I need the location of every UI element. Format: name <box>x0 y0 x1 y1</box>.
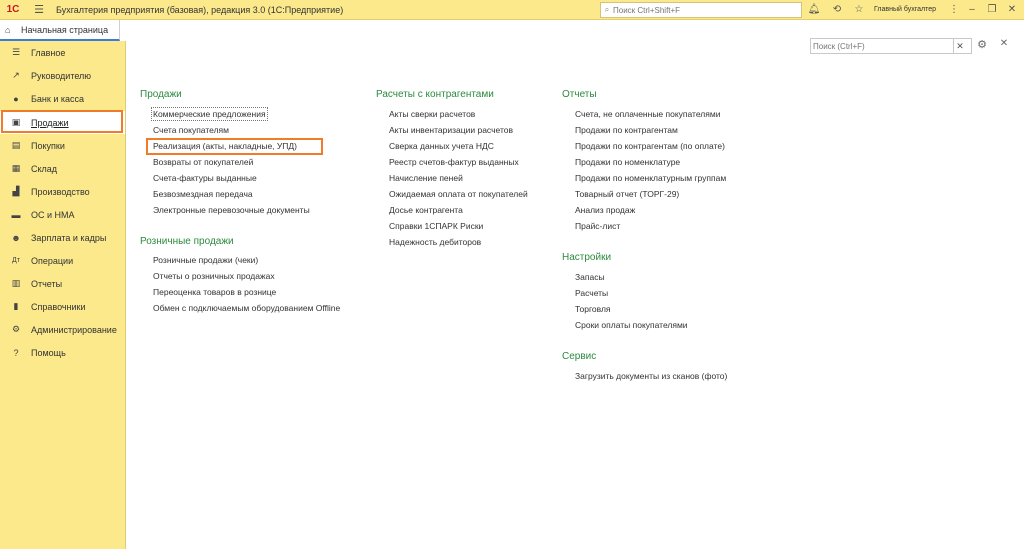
sidebar-item-purchases[interactable] <box>0 134 125 157</box>
history-icon[interactable]: ⟲ <box>832 4 842 15</box>
window-menu-icon[interactable]: ⋮ <box>949 4 959 15</box>
sidebar-item-label: Покупки <box>31 140 65 151</box>
sidebar-item-payroll[interactable] <box>0 226 125 249</box>
link-spark-risks[interactable]: Справки 1СПАРК Риски <box>389 221 484 231</box>
sidebar-item-bank[interactable] <box>0 87 125 110</box>
sidebar-item-label: Склад <box>31 163 58 174</box>
bell-icon[interactable]: 🔔︎ <box>807 4 821 15</box>
sidebar-item-label: Зарплата и кадры <box>31 232 107 243</box>
hamburger-menu-icon[interactable]: ☰ <box>34 4 44 16</box>
link-payment-terms[interactable]: Сроки оплаты покупателями <box>575 320 688 330</box>
link-settings-settlements[interactable]: Расчеты <box>575 288 609 298</box>
link-penalties[interactable]: Начисление пеней <box>389 173 463 183</box>
link-expected-payment[interactable]: Ожидаемая оплата от покупателей <box>389 189 528 199</box>
link-price-list[interactable]: Прайс-лист <box>575 221 621 231</box>
section-title-sales: Продажи <box>140 89 182 100</box>
window-title: Бухгалтерия предприятия (базовая), редакция 3.0 (1С:Предприятие) <box>56 4 344 15</box>
link-sales-by-groups[interactable]: Продажи по номенклатурным группам <box>575 173 727 183</box>
link-torg-29[interactable]: Товарный отчет (ТОРГ-29) <box>575 189 680 199</box>
app-logo[interactable]: 1С <box>6 4 20 15</box>
operations-icon: Дт <box>12 257 20 264</box>
truck-icon: ▬ <box>11 209 21 220</box>
sidebar-item-catalogs[interactable] <box>0 295 125 318</box>
highlight-frame-sidebar <box>1 110 123 133</box>
sidebar-item-label: Помощь <box>31 347 66 358</box>
link-settings-trade[interactable]: Торговля <box>575 304 611 314</box>
factory-icon: ▟ <box>12 186 20 196</box>
sidebar-item-warehouse[interactable] <box>0 157 125 180</box>
search-icon: ⌕ <box>604 5 610 14</box>
link-inventory-acts[interactable]: Акты инвентаризации расчетов <box>389 125 514 135</box>
gear-icon: ⚙ <box>11 324 21 334</box>
highlight-frame-sales-documents <box>146 138 323 155</box>
sidebar-item-label: Банк и касса <box>31 93 84 104</box>
section-title-reports: Отчеты <box>562 89 597 100</box>
sidebar-item-operations[interactable] <box>0 249 125 272</box>
sidebar-item-label: Главное <box>31 47 66 58</box>
sidebar-item-main[interactable] <box>0 41 125 64</box>
panel-search[interactable] <box>810 38 972 54</box>
books-icon: ▮ <box>13 301 19 311</box>
star-icon[interactable]: ☆ <box>854 4 864 15</box>
link-invoices-issued[interactable]: Счета-фактуры выданные <box>153 173 257 183</box>
current-user[interactable]: Главный бухгалтер <box>874 6 936 13</box>
global-search-input[interactable] <box>613 6 793 15</box>
link-counterparty-dossier[interactable]: Досье контрагента <box>389 205 463 215</box>
link-unpaid-invoices[interactable]: Счета, не оплаченные покупателями <box>575 109 721 119</box>
close-window-icon[interactable]: ✕ <box>1007 4 1017 15</box>
tab-home-label: Начальная страница <box>21 24 109 35</box>
link-commercial-offers[interactable]: Коммерческие предложения <box>153 109 266 119</box>
sidebar-item-label: ОС и НМА <box>31 209 75 220</box>
clear-search-icon[interactable]: ✕ <box>953 39 966 53</box>
settings-gear-icon[interactable]: ⚙ <box>977 39 987 51</box>
chart-icon: ▥ <box>11 278 21 288</box>
link-retail-sales[interactable]: Розничные продажи (чеки) <box>153 255 259 265</box>
coin-icon: ● <box>13 93 19 104</box>
link-reconciliation-acts[interactable]: Акты сверки расчетов <box>389 109 476 119</box>
cart-icon: ▤ <box>11 140 21 150</box>
link-sales-analysis[interactable]: Анализ продаж <box>575 205 636 215</box>
menu-icon: ☰ <box>11 47 21 57</box>
sidebar-item-label: Операции <box>31 255 74 266</box>
link-offline-equipment-exchange[interactable]: Обмен с подключаемым оборудованием Offline <box>153 303 341 313</box>
link-retail-reports[interactable]: Отчеты о розничных продажах <box>153 271 275 281</box>
tab-home[interactable] <box>0 20 120 41</box>
trend-icon: ↗ <box>12 70 20 80</box>
sidebar-item-label: Отчеты <box>31 278 63 289</box>
bag-icon: ▣ <box>11 117 21 127</box>
sidebar-item-label: Справочники <box>31 301 86 312</box>
person-icon: ☻ <box>11 232 21 243</box>
sidebar-item-reports[interactable] <box>0 272 125 295</box>
link-electronic-transport-docs[interactable]: Электронные перевозочные документы <box>153 205 310 215</box>
link-customer-returns[interactable]: Возвраты от покупателей <box>153 157 254 167</box>
section-title-settings: Настройки <box>562 252 612 263</box>
sidebar-item-admin[interactable] <box>0 318 125 341</box>
title-bar <box>0 0 1024 20</box>
link-sales-by-counterparty[interactable]: Продажи по контрагентам <box>575 125 678 135</box>
warehouse-icon: ▦ <box>11 163 21 173</box>
link-settings-stock[interactable]: Запасы <box>575 272 605 282</box>
link-free-transfer[interactable]: Безвозмездная передача <box>153 189 253 199</box>
section-title-service: Сервис <box>562 351 597 362</box>
sidebar-item-help[interactable] <box>0 341 125 364</box>
link-upload-scans[interactable]: Загрузить документы из сканов (фото) <box>575 371 728 381</box>
global-search[interactable] <box>600 2 802 18</box>
link-retail-revaluation[interactable]: Переоценка товаров в рознице <box>153 287 277 297</box>
link-invoice-register[interactable]: Реестр счетов-фактур выданных <box>389 157 519 167</box>
link-sales-documents[interactable]: Реализация (акты, накладные, УПД) <box>153 141 297 151</box>
sidebar-item-label: Руководителю <box>31 70 92 81</box>
minimize-icon[interactable]: – <box>969 4 975 15</box>
sidebar-item-label: Производство <box>31 186 90 197</box>
section-title-retail: Розничные продажи <box>140 236 234 247</box>
link-vat-reconciliation[interactable]: Сверка данных учета НДС <box>389 141 494 151</box>
section-title-settlements: Расчеты с контрагентами <box>376 89 494 100</box>
link-sales-by-counterparty-payment[interactable]: Продажи по контрагентам (по оплате) <box>575 141 725 151</box>
help-icon: ? <box>13 347 19 358</box>
sidebar-item-production[interactable] <box>0 180 125 203</box>
sidebar-item-fixed-assets[interactable] <box>0 203 125 226</box>
sidebar-item-manager[interactable] <box>0 64 125 87</box>
maximize-icon[interactable]: ❐ <box>987 4 997 15</box>
link-sales-by-nomenclature[interactable]: Продажи по номенклатуре <box>575 157 681 167</box>
tab-bar <box>0 20 1024 40</box>
panel-search-input[interactable] <box>811 42 953 51</box>
link-debtor-reliability[interactable]: Надежность дебиторов <box>389 237 482 247</box>
close-panel-icon[interactable]: ✕ <box>999 38 1009 49</box>
sidebar-item-label: Продажи <box>31 117 69 128</box>
house-icon: ⌂ <box>5 24 11 35</box>
link-customer-invoices[interactable]: Счета покупателям <box>153 125 229 135</box>
sidebar-item-label: Администрирование <box>31 324 117 335</box>
